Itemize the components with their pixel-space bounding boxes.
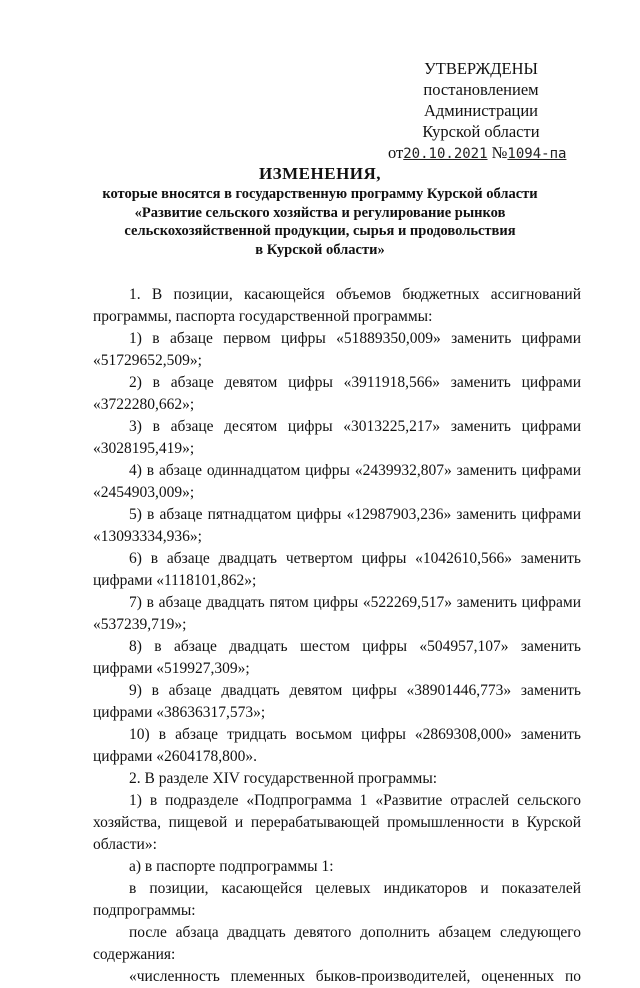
paragraph: после абзаца двадцать девятого дополнить абзацем следующего содержания: bbox=[93, 924, 581, 963]
approval-line-2: постановлением Администрации bbox=[423, 80, 539, 120]
title-line-2: «Развитие сельского хозяйства и регулирование рынков bbox=[134, 204, 506, 221]
date-prefix: от bbox=[388, 143, 404, 162]
paragraph: 5) в абзаце пятнадцатом цифры «12987903,236» заменить цифрами «13093334,936»; bbox=[93, 506, 581, 545]
paragraph: 8) в абзаце двадцать шестом цифры «504957,107» заменить цифрами «519927,309»; bbox=[93, 638, 581, 677]
number-prefix: № bbox=[491, 143, 508, 162]
paragraph: 2. В разделе XIV государственной программы: bbox=[129, 770, 438, 787]
paragraph: в позиции, касающейся целевых индикаторов и показателей подпрограммы: bbox=[93, 880, 581, 919]
title-line-4: в Курской области» bbox=[255, 241, 385, 258]
paragraph: 7) в абзаце двадцать пятом цифры «522269,517» заменить цифрами «537239,719»; bbox=[93, 594, 581, 633]
document-body bbox=[93, 284, 581, 988]
title-heading: ИЗМЕНЕНИЯ, bbox=[258, 164, 382, 183]
paragraph: 9) в абзаце двадцать девятом цифры «38901446,773» заменить цифрами «38636317,573»; bbox=[93, 682, 581, 721]
paragraph: 3) в абзаце десятом цифры «3013225,217» заменить цифрами «3028195,419»; bbox=[93, 418, 581, 457]
paragraph: 1) в абзаце первом цифры «51889350,009» заменить цифрами «51729652,509»; bbox=[93, 330, 581, 369]
paragraph: 10) в абзаце тридцать восьмом цифры «2869308,000» заменить цифрами «2604178,800». bbox=[93, 726, 581, 765]
approval-number: 1094-па bbox=[507, 146, 567, 162]
approval-line-3: Курской области bbox=[422, 122, 540, 141]
approval-date: 20.10.2021 bbox=[403, 146, 488, 162]
title-line-3: сельскохозяйственной продукции, сырья и продовольствия bbox=[124, 223, 516, 239]
paragraph: 1. В позиции, касающейся объемов бюджетных ассигнований программы, паспорта государственной программы: bbox=[93, 286, 581, 325]
approval-heading: УТВЕРЖДЕНЫ bbox=[424, 59, 538, 78]
paragraph: «численность племенных быков-производителей, оцененных по bbox=[129, 968, 581, 985]
approval-reference bbox=[366, 142, 596, 165]
paragraph: 4) в абзаце одиннадцатом цифры «2439932,807» заменить цифрами «2454903,009»; bbox=[93, 462, 581, 501]
paragraph: 2) в абзаце девятом цифры «3911918,566» заменить цифрами «3722280,662»; bbox=[93, 374, 581, 413]
paragraph: 6) в абзаце двадцать четвертом цифры «1042610,566» заменить цифрами «1118101,862»; bbox=[93, 550, 581, 589]
approval-block bbox=[366, 58, 596, 165]
document-title bbox=[60, 163, 580, 259]
paragraph: 1) в подразделе «Подпрограмма 1 «Развитие отраслей сельского хозяйства, пищевой и перерабатывающей промышленности в Курской области»: bbox=[93, 792, 581, 853]
paragraph: а) в паспорте подпрограммы 1: bbox=[129, 858, 334, 875]
title-line-1: которые вносятся в государственную программу Курской области bbox=[102, 186, 538, 202]
